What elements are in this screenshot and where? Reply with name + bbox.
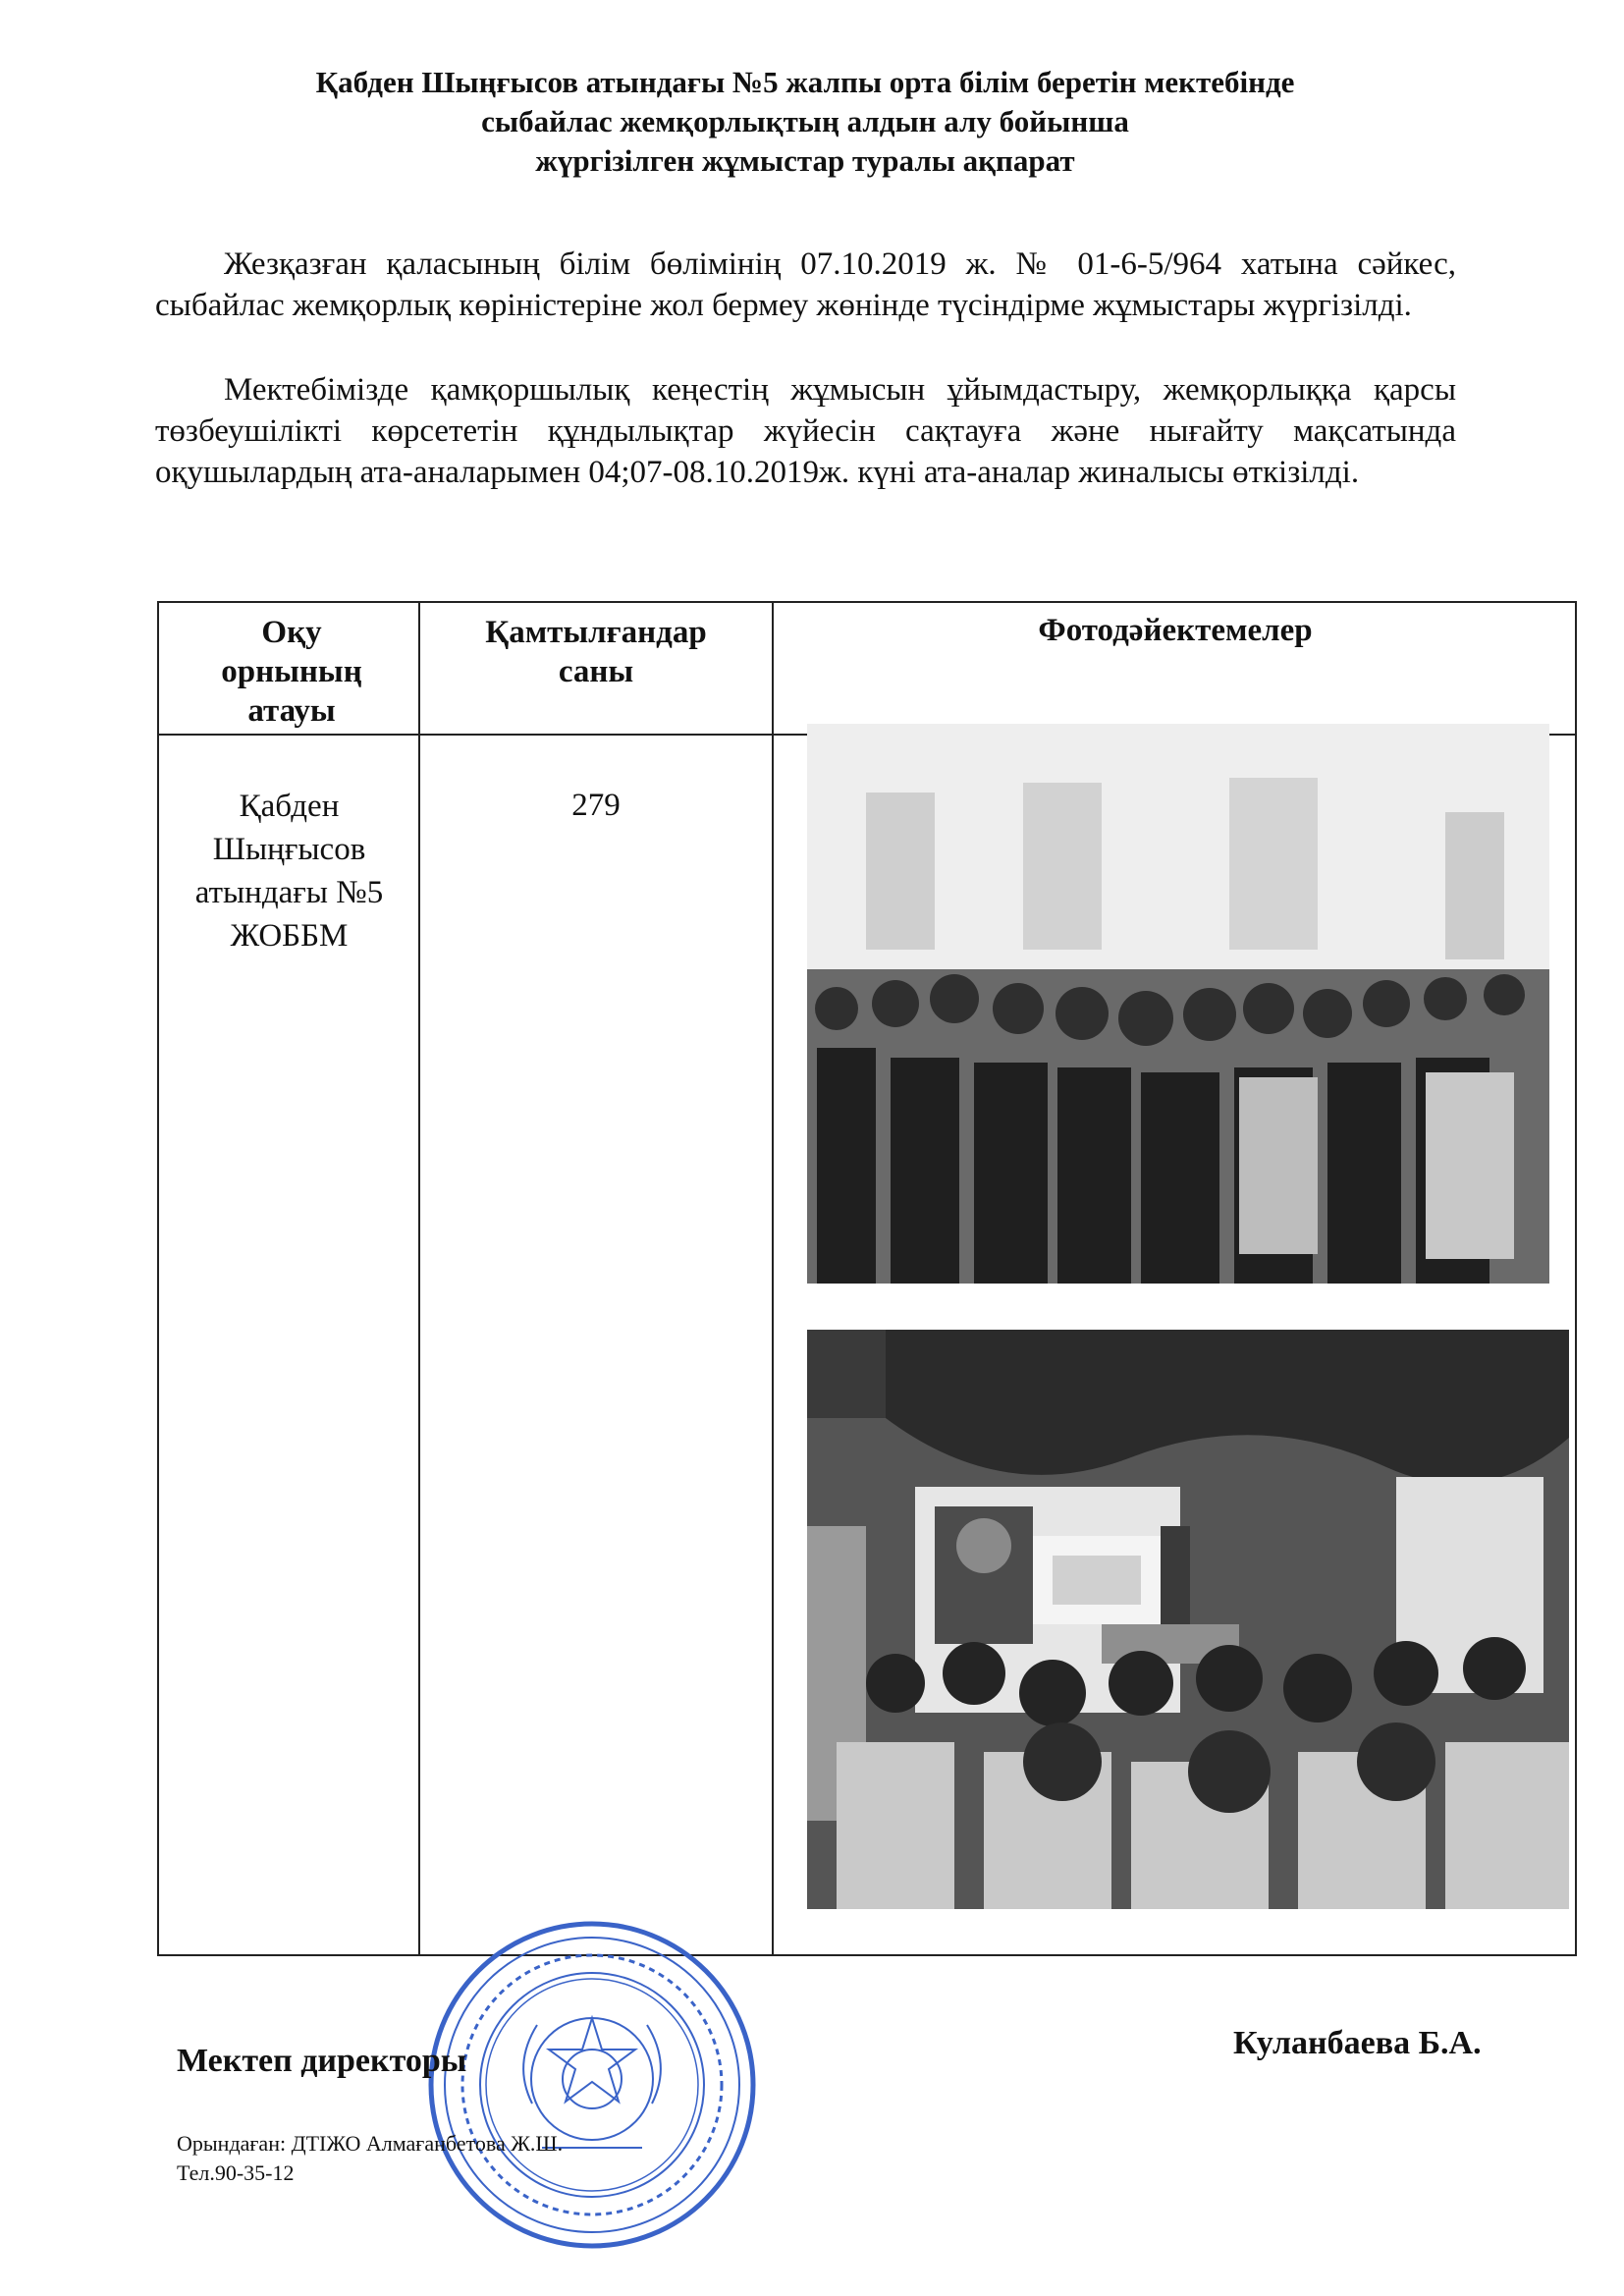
official-stamp xyxy=(424,1917,760,2253)
cell-school-name: Қабден Шыңғысов атындағы №5 ЖОББМ xyxy=(194,789,384,954)
header-photos: Фотодәйектемелер xyxy=(1038,613,1313,648)
stamp-emblem-icon xyxy=(424,1917,760,2253)
paragraph-2: Мектебімізде қамқоршылық кеңестің жұмысын ұйымдастыру, жемқорлыққа қарсы төзбеушілікті көрсететін құндылықтар жүйесін сақтауға және нығайту мақсатында оқушылардың ата-аналарымен 04;07-08.10.2019ж. күні ата-аналар жиналысы өткізілді. xyxy=(155,372,1456,490)
header-school-name: Оқу орнының атауы xyxy=(221,615,362,729)
header-participants: Қамтылғандар саны xyxy=(485,615,707,689)
title-line-2: сыбайлас жемқорлықтың алдын алу бойынша xyxy=(481,104,1129,138)
document-title xyxy=(118,63,1492,181)
director-name: Куланбаева Б.А. xyxy=(1233,2025,1482,2061)
table-divider xyxy=(772,603,774,1954)
photo-meeting-presentation xyxy=(807,1330,1569,1909)
report-table xyxy=(157,601,1577,1956)
title-line-3: жүргізілген жұмыстар туралы ақпарат xyxy=(535,143,1075,178)
cell-participants-count: 279 xyxy=(571,788,621,823)
photo-meeting-presentation-image xyxy=(807,1330,1569,1909)
photo-parents-audience xyxy=(807,724,1549,1284)
table-divider xyxy=(418,603,420,1954)
title-line-1: Қабден Шыңғысов атындағы №5 жалпы орта білім беретін мектебінде xyxy=(315,65,1295,99)
photo-parents-audience-image xyxy=(807,724,1549,1284)
director-title: Мектеп директоры xyxy=(177,2043,467,2079)
executor-info: Орындаған: ДТІЖО Алмағанбетова Ж.Ш. xyxy=(177,2131,564,2156)
paragraph-1: Жезқазған қаласының білім бөлімінің 07.10.2019 ж. № 01-6-5/964 хатына сәйкес, сыбайлас жемқорлық көріністеріне жол бермеу жөнінде түсіндірме жұмыстары жүргізілді. xyxy=(155,246,1456,323)
executor-phone: Тел.90-35-12 xyxy=(177,2160,295,2185)
